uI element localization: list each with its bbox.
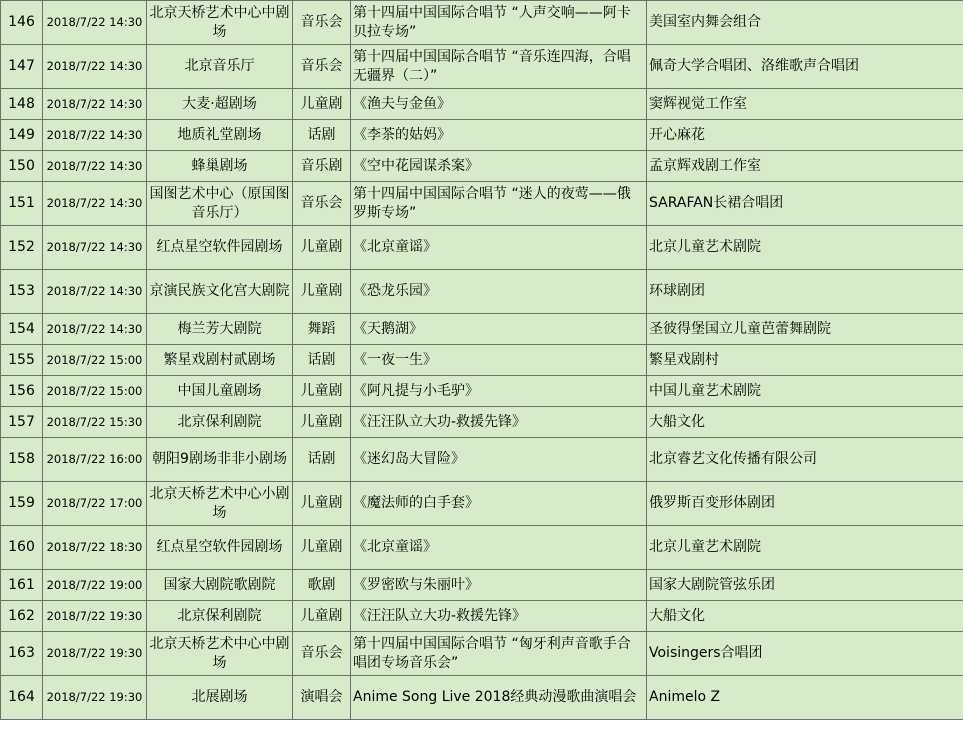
datetime-cell[interactable]: 2018/7/22 14:30 <box>43 270 147 314</box>
performer-cell[interactable]: 佩奇大学合唱团、洛维歌声合唱团 <box>647 45 963 89</box>
datetime-cell[interactable]: 2018/7/22 19:30 <box>43 601 147 632</box>
row-index-cell[interactable]: 162 <box>1 601 43 632</box>
title-cell[interactable]: 《魔法师的白手套》 <box>351 482 647 526</box>
row-index-cell[interactable]: 153 <box>1 270 43 314</box>
schedule-table-body <box>1 1 963 720</box>
title-cell[interactable]: Anime Song Live 2018经典动漫歌曲演唱会 <box>351 676 647 720</box>
venue-cell[interactable]: 国图艺术中心（原国图音乐厅） <box>147 182 293 226</box>
row-index-cell[interactable]: 155 <box>1 345 43 376</box>
row-index-cell[interactable]: 156 <box>1 376 43 407</box>
datetime-cell[interactable]: 2018/7/22 14:30 <box>43 182 147 226</box>
title-cell[interactable]: 《一夜一生》 <box>351 345 647 376</box>
title-cell[interactable]: 第十四届中国国际合唱节 “迷人的夜莺——俄罗斯专场” <box>351 182 647 226</box>
table-row[interactable] <box>1 632 963 676</box>
title-cell[interactable]: 《李茶的姑妈》 <box>351 120 647 151</box>
row-index-cell[interactable]: 154 <box>1 314 43 345</box>
performer-cell[interactable]: 北京睿艺文化传播有限公司 <box>647 438 963 482</box>
category-cell[interactable]: 儿童剧 <box>293 376 351 407</box>
venue-cell[interactable]: 北京天桥艺术中心小剧场 <box>147 482 293 526</box>
datetime-cell[interactable]: 2018/7/22 14:30 <box>43 1 147 45</box>
performer-cell[interactable]: 圣彼得堡国立儿童芭蕾舞剧院 <box>647 314 963 345</box>
category-cell[interactable]: 音乐剧 <box>293 151 351 182</box>
performer-cell[interactable]: SARAFAN长裙合唱团 <box>647 182 963 226</box>
venue-cell[interactable]: 朝阳9剧场非非小剧场 <box>147 438 293 482</box>
performer-cell[interactable]: 孟京辉戏剧工作室 <box>647 151 963 182</box>
datetime-cell[interactable]: 2018/7/22 14:30 <box>43 89 147 120</box>
table-row[interactable] <box>1 526 963 570</box>
row-index-cell[interactable]: 151 <box>1 182 43 226</box>
category-cell[interactable]: 舞蹈 <box>293 314 351 345</box>
row-index-cell[interactable]: 146 <box>1 1 43 45</box>
datetime-cell[interactable]: 2018/7/22 19:30 <box>43 632 147 676</box>
category-cell[interactable]: 音乐会 <box>293 45 351 89</box>
table-row[interactable] <box>1 376 963 407</box>
title-cell[interactable]: 《阿凡提与小毛驴》 <box>351 376 647 407</box>
venue-cell[interactable]: 红点星空软件园剧场 <box>147 526 293 570</box>
title-cell[interactable]: 《汪汪队立大功-救援先锋》 <box>351 407 647 438</box>
title-cell[interactable]: 第十四届中国国际合唱节 “匈牙利声音歌手合唱团专场音乐会” <box>351 632 647 676</box>
row-index-cell[interactable]: 158 <box>1 438 43 482</box>
venue-cell[interactable]: 北京保利剧院 <box>147 407 293 438</box>
performer-cell[interactable]: 国家大剧院管弦乐团 <box>647 570 963 601</box>
row-index-cell[interactable]: 163 <box>1 632 43 676</box>
performer-cell[interactable]: 开心麻花 <box>647 120 963 151</box>
performer-cell[interactable]: Animelo Z <box>647 676 963 720</box>
row-index-cell[interactable]: 161 <box>1 570 43 601</box>
venue-cell[interactable]: 蜂巢剧场 <box>147 151 293 182</box>
datetime-cell[interactable]: 2018/7/22 19:00 <box>43 570 147 601</box>
performer-cell[interactable]: 大船文化 <box>647 407 963 438</box>
datetime-cell[interactable]: 2018/7/22 14:30 <box>43 314 147 345</box>
title-cell[interactable]: 《天鹅湖》 <box>351 314 647 345</box>
performer-cell[interactable]: 北京儿童艺术剧院 <box>647 526 963 570</box>
table-row[interactable] <box>1 407 963 438</box>
title-cell[interactable]: 《罗密欧与朱丽叶》 <box>351 570 647 601</box>
category-cell[interactable]: 儿童剧 <box>293 407 351 438</box>
table-row[interactable] <box>1 482 963 526</box>
table-row[interactable] <box>1 676 963 720</box>
performer-cell[interactable]: 环球剧团 <box>647 270 963 314</box>
table-row[interactable] <box>1 89 963 120</box>
title-cell[interactable]: 《迷幻岛大冒险》 <box>351 438 647 482</box>
performer-cell[interactable]: 大船文化 <box>647 601 963 632</box>
category-cell[interactable]: 话剧 <box>293 120 351 151</box>
venue-cell[interactable]: 北京音乐厅 <box>147 45 293 89</box>
title-cell[interactable]: 《北京童谣》 <box>351 526 647 570</box>
performer-cell[interactable]: 美国室内舞会组合 <box>647 1 963 45</box>
row-index-cell[interactable]: 157 <box>1 407 43 438</box>
performer-cell[interactable]: Voisingers合唱团 <box>647 632 963 676</box>
venue-cell[interactable]: 大麦·超剧场 <box>147 89 293 120</box>
table-row[interactable] <box>1 151 963 182</box>
datetime-cell[interactable]: 2018/7/22 17:00 <box>43 482 147 526</box>
title-cell[interactable]: 《空中花园谋杀案》 <box>351 151 647 182</box>
table-row[interactable] <box>1 601 963 632</box>
performer-cell[interactable]: 繁星戏剧村 <box>647 345 963 376</box>
performer-cell[interactable]: 中国儿童艺术剧院 <box>647 376 963 407</box>
title-cell[interactable]: 《渔夫与金鱼》 <box>351 89 647 120</box>
datetime-cell[interactable]: 2018/7/22 14:30 <box>43 226 147 270</box>
venue-cell[interactable]: 国家大剧院歌剧院 <box>147 570 293 601</box>
datetime-cell[interactable]: 2018/7/22 14:30 <box>43 120 147 151</box>
category-cell[interactable]: 儿童剧 <box>293 526 351 570</box>
row-index-cell[interactable]: 149 <box>1 120 43 151</box>
category-cell[interactable]: 歌剧 <box>293 570 351 601</box>
venue-cell[interactable]: 繁星戏剧村贰剧场 <box>147 345 293 376</box>
row-index-cell[interactable]: 164 <box>1 676 43 720</box>
table-row[interactable] <box>1 570 963 601</box>
datetime-cell[interactable]: 2018/7/22 16:00 <box>43 438 147 482</box>
category-cell[interactable]: 音乐会 <box>293 182 351 226</box>
category-cell[interactable]: 演唱会 <box>293 676 351 720</box>
table-row[interactable] <box>1 226 963 270</box>
title-cell[interactable]: 《恐龙乐园》 <box>351 270 647 314</box>
datetime-cell[interactable]: 2018/7/22 19:30 <box>43 676 147 720</box>
venue-cell[interactable]: 梅兰芳大剧院 <box>147 314 293 345</box>
title-cell[interactable]: 第十四届中国国际合唱节 “音乐连四海，合唱无疆界（二）” <box>351 45 647 89</box>
category-cell[interactable]: 儿童剧 <box>293 482 351 526</box>
title-cell[interactable]: 《汪汪队立大功-救援先锋》 <box>351 601 647 632</box>
datetime-cell[interactable]: 2018/7/22 18:30 <box>43 526 147 570</box>
table-row[interactable] <box>1 438 963 482</box>
venue-cell[interactable]: 红点星空软件园剧场 <box>147 226 293 270</box>
row-index-cell[interactable]: 159 <box>1 482 43 526</box>
category-cell[interactable]: 话剧 <box>293 438 351 482</box>
datetime-cell[interactable]: 2018/7/22 15:00 <box>43 345 147 376</box>
category-cell[interactable]: 音乐会 <box>293 632 351 676</box>
datetime-cell[interactable]: 2018/7/22 15:00 <box>43 376 147 407</box>
table-row[interactable] <box>1 314 963 345</box>
datetime-cell[interactable]: 2018/7/22 14:30 <box>43 45 147 89</box>
table-row[interactable] <box>1 45 963 89</box>
performer-cell[interactable]: 北京儿童艺术剧院 <box>647 226 963 270</box>
venue-cell[interactable]: 地质礼堂剧场 <box>147 120 293 151</box>
venue-cell[interactable]: 北京天桥艺术中心中剧场 <box>147 1 293 45</box>
venue-cell[interactable]: 北展剧场 <box>147 676 293 720</box>
row-index-cell[interactable]: 152 <box>1 226 43 270</box>
category-cell[interactable]: 儿童剧 <box>293 226 351 270</box>
title-cell[interactable]: 《北京童谣》 <box>351 226 647 270</box>
venue-cell[interactable]: 北京保利剧院 <box>147 601 293 632</box>
venue-cell[interactable]: 中国儿童剧场 <box>147 376 293 407</box>
datetime-cell[interactable]: 2018/7/22 14:30 <box>43 151 147 182</box>
row-index-cell[interactable]: 150 <box>1 151 43 182</box>
venue-cell[interactable]: 京演民族文化宫大剧院 <box>147 270 293 314</box>
table-row[interactable] <box>1 1 963 45</box>
row-index-cell[interactable]: 160 <box>1 526 43 570</box>
category-cell[interactable]: 音乐会 <box>293 1 351 45</box>
datetime-cell[interactable]: 2018/7/22 15:30 <box>43 407 147 438</box>
category-cell[interactable]: 儿童剧 <box>293 601 351 632</box>
table-row[interactable] <box>1 120 963 151</box>
performer-cell[interactable]: 窦辉视觉工作室 <box>647 89 963 120</box>
table-row[interactable] <box>1 182 963 226</box>
category-cell[interactable]: 儿童剧 <box>293 270 351 314</box>
table-row[interactable] <box>1 270 963 314</box>
venue-cell[interactable]: 北京天桥艺术中心中剧场 <box>147 632 293 676</box>
performer-cell[interactable]: 俄罗斯百变形体剧团 <box>647 482 963 526</box>
row-index-cell[interactable]: 148 <box>1 89 43 120</box>
title-cell[interactable]: 第十四届中国国际合唱节 “人声交响——阿卡贝拉专场” <box>351 1 647 45</box>
category-cell[interactable]: 话剧 <box>293 345 351 376</box>
table-row[interactable] <box>1 345 963 376</box>
row-index-cell[interactable]: 147 <box>1 45 43 89</box>
category-cell[interactable]: 儿童剧 <box>293 89 351 120</box>
